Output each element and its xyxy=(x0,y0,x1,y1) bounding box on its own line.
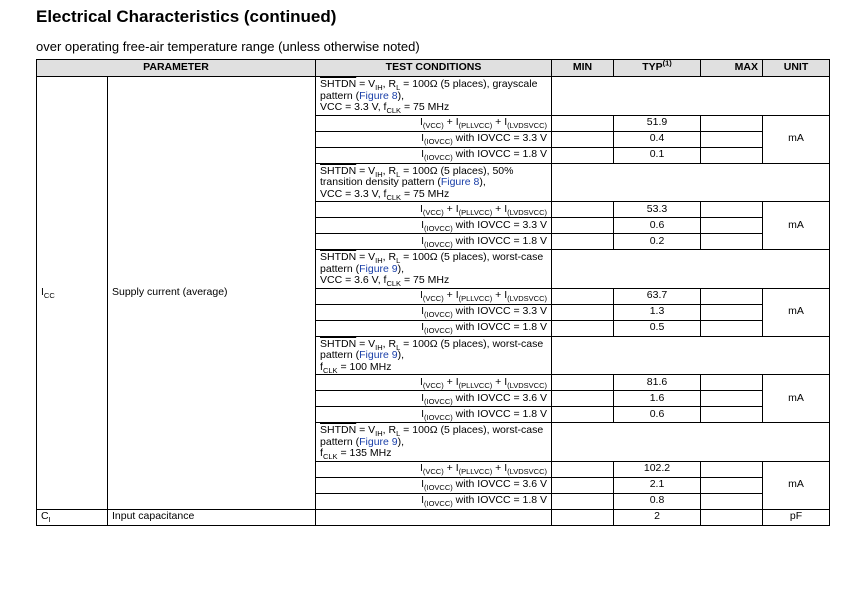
figure-link[interactable]: Figure 9 xyxy=(359,435,398,448)
group-condition: SHTDN = $V_{IH}$, $R_L = 100\Omega$ (5 places), 50% transition density pattern (Figure 8), VCC = 3.3 V, $f_{CLK} = 75$ MHz xyxy=(316,163,552,202)
typ-value: 1.3 xyxy=(614,304,701,320)
iovcc-low-label: $I_{(IOVCC)}$ with IOVCC = 1.8 V xyxy=(316,147,552,163)
max-value xyxy=(701,131,763,147)
icc-symbol: $I_{CC}$ xyxy=(37,77,108,510)
iovcc-low-label: $I_{(IOVCC)}$ with IOVCC = 1.8 V xyxy=(316,320,552,336)
ci-max xyxy=(701,509,763,525)
min-value xyxy=(552,304,614,320)
sum-current-label: $I_{(VCC)} + I_{(PLLVCC)} + I_{(LVDSVCC)}$ xyxy=(316,288,552,304)
typ-label: TYP xyxy=(642,61,663,74)
iovcc-high-label: $I_{(IOVCC)}$ with IOVCC = 3.3 V xyxy=(316,131,552,147)
header-min: MIN xyxy=(552,60,614,77)
icc-description: Supply current (average) xyxy=(108,77,316,510)
iovcc-high-label: $I_{(IOVCC)}$ with IOVCC = 3.6 V xyxy=(316,391,552,407)
typ-value: 0.4 xyxy=(614,131,701,147)
typ-value: 2.1 xyxy=(614,477,701,493)
typ-value: 0.5 xyxy=(614,320,701,336)
ci-min xyxy=(552,509,614,525)
min-value xyxy=(552,234,614,250)
ci-symbol: $C_I$ xyxy=(37,509,108,525)
max-value xyxy=(701,288,763,304)
typ-value: 53.3 xyxy=(614,202,701,218)
typ-value: 0.2 xyxy=(614,234,701,250)
condition-spacer xyxy=(552,336,830,375)
unit-value: mA xyxy=(763,375,830,423)
sum-current-label: $I_{(VCC)} + I_{(PLLVCC)} + I_{(LVDSVCC)}$ xyxy=(316,461,552,477)
sum-current-label: $I_{(VCC)} + I_{(PLLVCC)} + I_{(LVDSVCC)}$ xyxy=(316,375,552,391)
header-unit: UNIT xyxy=(763,60,830,77)
condition-spacer xyxy=(552,77,830,116)
max-value xyxy=(701,320,763,336)
min-value xyxy=(552,115,614,131)
max-value xyxy=(701,391,763,407)
max-value xyxy=(701,407,763,423)
sum-current-label: $I_{(VCC)} + I_{(PLLVCC)} + I_{(LVDSVCC)}$ xyxy=(316,115,552,131)
ci-unit: pF xyxy=(763,509,830,525)
typ-value: 0.1 xyxy=(614,147,701,163)
typ-value: 0.8 xyxy=(614,493,701,509)
min-value xyxy=(552,493,614,509)
header-row xyxy=(37,60,830,77)
group-condition: SHTDN = $V_{IH}$, $R_L = 100\Omega$ (5 places), worst-case pattern (Figure 9), VCC = 3.6 V, $f_{CLK} = 75$ MHz xyxy=(316,250,552,289)
min-value xyxy=(552,391,614,407)
typ-value: 1.6 xyxy=(614,391,701,407)
iovcc-low-label: $I_{(IOVCC)}$ with IOVCC = 1.8 V xyxy=(316,234,552,250)
min-value xyxy=(552,407,614,423)
max-value xyxy=(701,493,763,509)
typ-footnote-ref: (1) xyxy=(662,58,672,68)
max-value xyxy=(701,304,763,320)
max-value xyxy=(701,218,763,234)
iovcc-low-label: $I_{(IOVCC)}$ with IOVCC = 1.8 V xyxy=(316,407,552,423)
max-value xyxy=(701,375,763,391)
sum-current-label: $I_{(VCC)} + I_{(PLLVCC)} + I_{(LVDSVCC)}$ xyxy=(316,202,552,218)
max-value xyxy=(701,234,763,250)
min-value xyxy=(552,477,614,493)
figure-link[interactable]: Figure 9 xyxy=(359,349,398,361)
group-condition: SHTDN = $V_{IH}$, $R_L = 100\Omega$ (5 places), worst-case pattern (Figure 9), $f_{CLK} = 100$ MHz xyxy=(316,336,552,375)
typ-value: 63.7 xyxy=(614,288,701,304)
typ-value: 102.2 xyxy=(614,461,701,477)
iovcc-high-label: $I_{(IOVCC)}$ with IOVCC = 3.3 V xyxy=(316,304,552,320)
iovcc-high-label: $I_{(IOVCC)}$ with IOVCC = 3.3 V xyxy=(316,218,552,234)
min-value xyxy=(552,202,614,218)
min-value xyxy=(552,461,614,477)
condition-spacer xyxy=(552,163,830,202)
min-value xyxy=(552,288,614,304)
condition-spacer xyxy=(552,423,830,462)
condition-spacer xyxy=(552,250,830,289)
min-value xyxy=(552,131,614,147)
electrical-characteristics-table xyxy=(36,59,830,526)
group-condition: SHTDN = $V_{IH}$, $R_L = 100\Omega$ (5 places), worst-case pattern (Figure 9), $f_{CLK} = 135$ MHz xyxy=(316,423,552,462)
ci-conditions xyxy=(316,509,552,525)
max-value xyxy=(701,461,763,477)
typ-value: 81.6 xyxy=(614,375,701,391)
header-max: MAX xyxy=(701,60,763,77)
min-value xyxy=(552,218,614,234)
iovcc-high-label: $I_{(IOVCC)}$ with IOVCC = 3.6 V xyxy=(316,477,552,493)
min-value xyxy=(552,320,614,336)
header-parameter: PARAMETER xyxy=(37,60,316,77)
ci-description: Input capacitance xyxy=(108,509,316,525)
unit-value: mA xyxy=(763,288,830,336)
table-subtitle: over operating free-air temperature range (unless otherwise noted) xyxy=(36,39,420,54)
max-value xyxy=(701,202,763,218)
min-value xyxy=(552,375,614,391)
typ-value: 0.6 xyxy=(614,218,701,234)
page-title: Electrical Characteristics (continued) xyxy=(36,7,337,26)
condition-row xyxy=(37,77,830,116)
unit-value: mA xyxy=(763,202,830,250)
group-condition: SHTDN = $V_{IH}$, $R_L = 100\Omega$ (5 places), grayscale pattern (Figure 8), VCC = 3.3 V, $f_{CLK} = 75$ MHz xyxy=(316,77,552,116)
max-value xyxy=(701,115,763,131)
iovcc-low-label: $I_{(IOVCC)}$ with IOVCC = 1.8 V xyxy=(316,493,552,509)
header-typ xyxy=(614,60,701,77)
ci-row xyxy=(37,509,830,525)
unit-value: mA xyxy=(763,115,830,163)
max-value xyxy=(701,477,763,493)
unit-value: mA xyxy=(763,461,830,509)
figure-link[interactable]: Figure 8 xyxy=(440,176,480,188)
typ-value: 0.6 xyxy=(614,407,701,423)
figure-link[interactable]: Figure 8 xyxy=(359,89,398,102)
ci-typ: 2 xyxy=(614,509,701,525)
min-value xyxy=(552,147,614,163)
typ-value: 51.9 xyxy=(614,115,701,131)
figure-link[interactable]: Figure 9 xyxy=(359,262,398,275)
header-test-conditions: TEST CONDITIONS xyxy=(316,60,552,77)
max-value xyxy=(701,147,763,163)
